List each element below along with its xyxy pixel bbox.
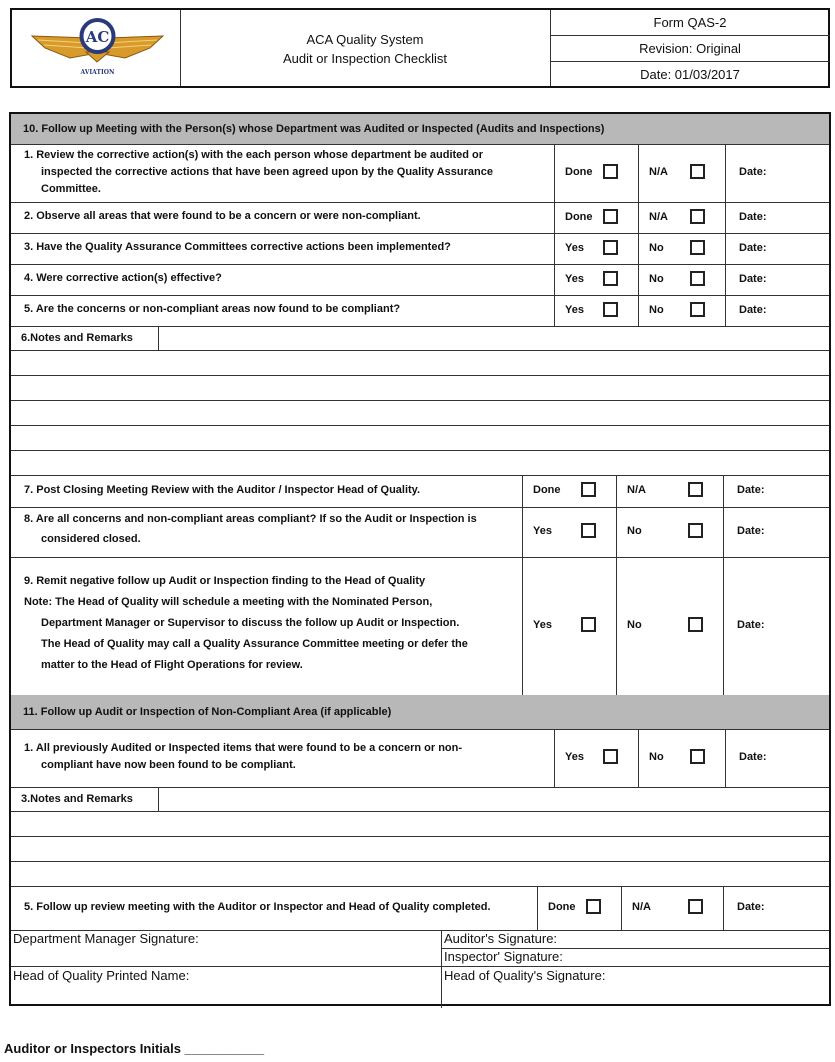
- s10-item7-date-field[interactable]: [773, 477, 825, 505]
- s10-item2-text-line: 2. Observe all areas that were found to be a concern or were non-compliant.: [24, 210, 421, 222]
- s10-item5-option2-label: No: [649, 303, 664, 316]
- s11-item5-option2-label: N/A: [632, 901, 651, 913]
- s10-notes-label: 6.Notes and Remarks: [21, 332, 133, 344]
- s10-item2-option2-label: N/A: [649, 210, 668, 223]
- s11-item1-date-label: Date:: [739, 751, 767, 763]
- s11-item5-date-label: Date:: [737, 901, 765, 913]
- s10-item7-option2-label: N/A: [627, 484, 646, 496]
- s10-item9-text-line: Note: The Head of Quality will schedule a meeting with the Nominated Person,: [24, 595, 433, 608]
- s10-item9-date-field[interactable]: [773, 559, 825, 693]
- s11-item1-option2-label: No: [649, 751, 664, 763]
- s11-item5-option1-checkbox[interactable]: [586, 899, 601, 914]
- s10-notes-line[interactable]: [13, 352, 827, 373]
- s10-item3-date-label: Date:: [739, 241, 767, 254]
- s10-item4-option1-label: Yes: [565, 272, 584, 285]
- s10-item3-option2-checkbox[interactable]: [690, 240, 705, 255]
- s10-item7-option1-checkbox[interactable]: [581, 482, 596, 497]
- s10-item8-date-field[interactable]: [773, 509, 825, 555]
- s11-item5-date-field[interactable]: [773, 888, 825, 928]
- s10-item8-text-line: 8. Are all concerns and non-compliant areas compliant? If so the Audit or Inspection is: [24, 513, 477, 525]
- s10-item1-option1-label: Done: [565, 166, 593, 178]
- system-title: ACA Quality System: [306, 32, 424, 47]
- s10-item8-option1-checkbox[interactable]: [581, 523, 596, 538]
- s10-item9-text-line: The Head of Quality may call a Quality Assurance Committee meeting or defer the: [41, 637, 468, 650]
- s10-item1-option2-checkbox[interactable]: [690, 164, 705, 179]
- s10-item2-option2-checkbox[interactable]: [690, 209, 705, 224]
- s10-item1-text-line: inspected the corrective actions that have been agreed upon by the Quality Assurance: [41, 165, 493, 178]
- s11-notes-line[interactable]: [13, 838, 827, 859]
- s10-item8-text-line: considered closed.: [41, 533, 141, 545]
- s11-item1-option2-checkbox[interactable]: [690, 749, 705, 764]
- s10-item5-option2-checkbox[interactable]: [690, 302, 705, 317]
- s11-notes-line[interactable]: [13, 863, 827, 884]
- s10-item7-date-label: Date:: [737, 484, 765, 496]
- s10-item4-date-label: Date:: [739, 272, 767, 285]
- initials-line[interactable]: Auditor or Inspectors Initials ___________: [4, 1041, 265, 1056]
- hoq-printed-name[interactable]: Head of Quality Printed Name:: [13, 968, 190, 983]
- s11-notes-line[interactable]: [13, 813, 827, 834]
- s10-item3-text-line: 3. Have the Quality Assurance Committees corrective actions been implemented?: [24, 241, 451, 253]
- s10-item2-date-field[interactable]: [775, 204, 825, 231]
- s10-item7-option2-checkbox[interactable]: [688, 482, 703, 497]
- s10-item1-date-field[interactable]: [775, 146, 825, 200]
- wings-logo-icon: [30, 16, 165, 78]
- s10-item4-option2-checkbox[interactable]: [690, 271, 705, 286]
- s10-item5-option1-checkbox[interactable]: [603, 302, 618, 317]
- s10-notes-line[interactable]: [13, 402, 827, 423]
- s10-item4-text-line: 4. Were corrective action(s) effective?: [24, 272, 222, 284]
- s10-item9-text-line: matter to the Head of Flight Operations for review.: [41, 658, 303, 671]
- s10-item4-option2-label: No: [649, 272, 664, 285]
- s10-item8-option2-checkbox[interactable]: [688, 523, 703, 538]
- s11-notes-label: 3.Notes and Remarks: [21, 793, 133, 805]
- s10-item8-date-label: Date:: [737, 525, 765, 537]
- hoq-signature[interactable]: Head of Quality's Signature:: [444, 968, 606, 983]
- s10-item1-text-line: Committee.: [41, 182, 101, 195]
- s10-item7-option1-label: Done: [533, 484, 561, 496]
- s11-notes-field[interactable]: [161, 789, 825, 809]
- section11-title: 11. Follow up Audit or Inspection of Non-Compliant Area (if applicable): [23, 705, 392, 718]
- s11-item5-option2-checkbox[interactable]: [688, 899, 703, 914]
- s10-item5-text-line: 5. Are the concerns or non-compliant areas now found to be compliant?: [24, 303, 401, 315]
- s10-item2-date-label: Date:: [739, 210, 767, 223]
- s10-item9-option2-checkbox[interactable]: [688, 617, 703, 632]
- s10-item4-option1-checkbox[interactable]: [603, 271, 618, 286]
- form-header: [10, 8, 830, 88]
- s10-item8-option2-label: No: [627, 525, 642, 537]
- s10-item9-option1-checkbox[interactable]: [581, 617, 596, 632]
- logo-text: AC: [85, 28, 110, 46]
- s10-item1-option2-label: N/A: [649, 166, 668, 178]
- s10-notes-field[interactable]: [161, 328, 825, 348]
- s11-item5-text-line: 5. Follow up review meeting with the Auditor or Inspector and Head of Quality completed.: [24, 900, 491, 913]
- s10-item1-date-label: Date:: [739, 166, 767, 178]
- s11-item1-option1-label: Yes: [565, 751, 584, 763]
- s10-item3-option1-checkbox[interactable]: [603, 240, 618, 255]
- s10-item4-date-field[interactable]: [775, 266, 825, 293]
- form-date: Date: 01/03/2017: [640, 67, 740, 82]
- revision: Revision: Original: [639, 41, 741, 56]
- s11-item1-option1-checkbox[interactable]: [603, 749, 618, 764]
- s10-item9-text-line: Department Manager or Supervisor to discuss the follow up Audit or Inspection.: [41, 616, 460, 629]
- s10-item2-option1-checkbox[interactable]: [603, 209, 618, 224]
- checklist-title: Audit or Inspection Checklist: [282, 51, 448, 66]
- s10-item8-option1-label: Yes: [533, 525, 552, 537]
- s10-notes-line[interactable]: [13, 427, 827, 448]
- s11-item1-date-field[interactable]: [775, 731, 825, 785]
- s11-item1-text-line: 1. All previously Audited or Inspected items that were found to be a concern or non-: [24, 742, 463, 754]
- s10-item2-option1-label: Done: [565, 210, 593, 223]
- s10-item5-option1-label: Yes: [565, 303, 584, 316]
- s10-item3-date-field[interactable]: [775, 235, 825, 262]
- auditor-signature[interactable]: Auditor's Signature:: [444, 931, 558, 946]
- s10-item1-text-line: 1. Review the corrective action(s) with the each person whose department be audited or: [24, 148, 484, 161]
- s10-item3-option1-label: Yes: [565, 241, 584, 254]
- dept-manager-signature[interactable]: Department Manager Signature:: [13, 931, 199, 946]
- s10-notes-line[interactable]: [13, 377, 827, 398]
- s10-item5-date-label: Date:: [739, 303, 767, 316]
- s10-item3-option2-label: No: [649, 241, 664, 254]
- s11-item5-option1-label: Done: [548, 901, 576, 913]
- s10-item9-date-label: Date:: [737, 619, 765, 631]
- s10-item7-text-line: 7. Post Closing Meeting Review with the Auditor / Inspector Head of Quality.: [24, 483, 421, 496]
- section10-title: 10. Follow up Meeting with the Person(s) whose Department was Audited or Inspected (Audits and Inspections): [23, 122, 605, 135]
- logo-caption: AVIATION: [80, 69, 115, 76]
- s10-item9-option2-label: No: [627, 619, 642, 631]
- s10-notes-line[interactable]: [13, 452, 827, 473]
- inspector-signature[interactable]: Inspector' Signature:: [444, 949, 563, 964]
- checklist-table: [9, 112, 831, 1006]
- s10-item9-text-line: 9. Remit negative follow up Audit or Inspection finding to the Head of Quality: [24, 574, 426, 587]
- form-id: Form QAS-2: [653, 15, 727, 30]
- s10-item9-option1-label: Yes: [533, 619, 552, 631]
- s10-item1-option1-checkbox[interactable]: [603, 164, 618, 179]
- s11-item1-text-line: compliant have now been found to be compliant.: [41, 759, 296, 771]
- s10-item5-date-field[interactable]: [775, 297, 825, 324]
